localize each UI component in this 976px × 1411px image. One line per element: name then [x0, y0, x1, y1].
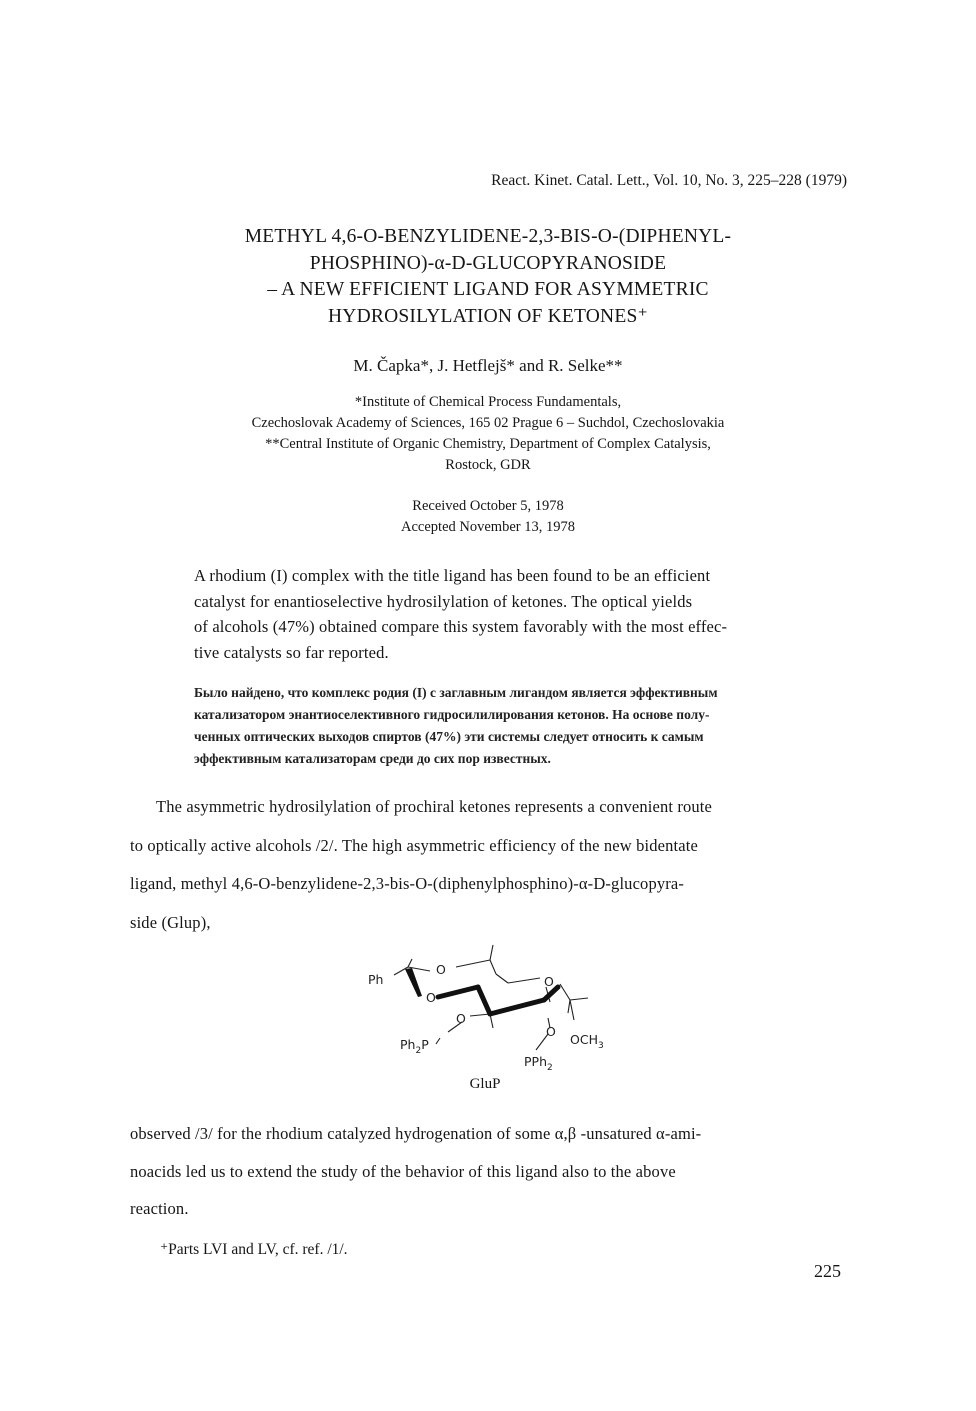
affiliation-line: *Institute of Chemical Process Fundamentals,	[354, 394, 622, 410]
oxygen-label: O	[426, 990, 436, 1005]
body-line: reaction.	[130, 1199, 189, 1218]
oxygen-label: O	[544, 974, 554, 989]
russian-line: Было найдено, что комплекс родия (I) с заглавным лигандом является эффективным	[194, 685, 718, 700]
ph-label: Ph	[368, 972, 384, 987]
bold-wedge-bond	[405, 968, 422, 997]
affiliation-line: Rostock, GDR	[445, 457, 531, 473]
glup-structure-diagram	[360, 940, 630, 1082]
body-line: side (Glup),	[130, 912, 211, 932]
received-date: Received October 5, 1978	[412, 498, 564, 514]
title-line: HYDROSILYLATION OF KETONES⁺	[328, 305, 648, 327]
oxygen-label: O	[546, 1024, 556, 1039]
och3-label: $OCH_3$	[570, 1032, 604, 1051]
pph2-label: PPh$_2$	[524, 1054, 553, 1073]
abstract	[194, 563, 874, 665]
russian-line: ченных оптических выходов спиртов (47%) эти системы следует относить к самым	[194, 729, 704, 744]
affiliation-line: **Central Institute of Organic Chemistry, Department of Complex Catalysis,	[265, 436, 711, 452]
body-line: noacids led us to extend the study of the behavior of this ligand also to the above	[130, 1161, 676, 1181]
structure-bonds	[394, 945, 588, 1050]
page-number: 225	[814, 1261, 841, 1281]
body-paragraph-2	[130, 1115, 890, 1228]
body-paragraph-1	[130, 788, 890, 942]
abstract-line: catalyst for enantioselective hydrosilylation of ketones. The optical yields	[194, 591, 693, 611]
russian-abstract	[194, 682, 874, 770]
accepted-date: Accepted November 13, 1978	[401, 519, 575, 535]
russian-line: эффективным катализаторам среди до сих пор известных.	[194, 751, 551, 766]
figure-caption: GluP	[469, 1076, 501, 1092]
abstract-line: tive catalysts so far reported.	[194, 642, 389, 662]
oxygen-label: O	[456, 1011, 466, 1026]
body-line: observed /3/ for the rhodium catalyzed hydrogenation of some α,β -unsatured α-ami-	[130, 1124, 702, 1143]
oxygen-label: O	[436, 962, 446, 977]
affiliation-line: Czechoslovak Academy of Sciences, 165 02 Prague 6 – Suchdol, Czechoslovakia	[251, 415, 725, 431]
title-line: PHOSPHINO)-α-D-GLUCOPYRANOSIDE	[309, 252, 667, 274]
ph2p-label: $Ph_2P$	[400, 1037, 429, 1056]
bold-ring-edges	[438, 987, 558, 1014]
body-line: The asymmetric hydrosilylation of prochiral ketones represents a convenient route	[156, 797, 713, 816]
journal-reference: React. Kinet. Catal. Lett., Vol. 10, No. 3, 225–228 (1979)	[491, 172, 847, 189]
footnote: ⁺Parts LVI and LV, cf. ref. /1/.	[160, 1241, 348, 1258]
authors: M. Čapka*, J. Hetflejš* and R. Selke**	[353, 356, 623, 375]
title-line: METHYL 4,6-O-BENZYLIDENE-2,3-BIS-O-(DIPHENYL-	[244, 226, 732, 247]
body-line: ligand, methyl 4,6-O-benzylidene-2,3-bis-O-(diphenylphosphino)-α-D-glucopyra-	[130, 874, 685, 893]
abstract-line: of alcohols (47%) obtained compare this system favorably with the most effec-	[194, 617, 728, 636]
dates	[130, 496, 846, 538]
affiliations	[130, 392, 846, 476]
body-line: to optically active alcohols /2/. The high asymmetric efficiency of the new bidentate	[130, 835, 698, 855]
paper-title	[130, 224, 846, 330]
russian-line: катализатором энантиоселективного гидросилилирования кетонов. На основе полу-	[194, 707, 710, 722]
title-line: – A NEW EFFICIENT LIGAND FOR ASYMMETRIC	[267, 279, 709, 300]
abstract-line: A rhodium (I) complex with the title ligand has been found to be an efficient	[194, 566, 711, 585]
